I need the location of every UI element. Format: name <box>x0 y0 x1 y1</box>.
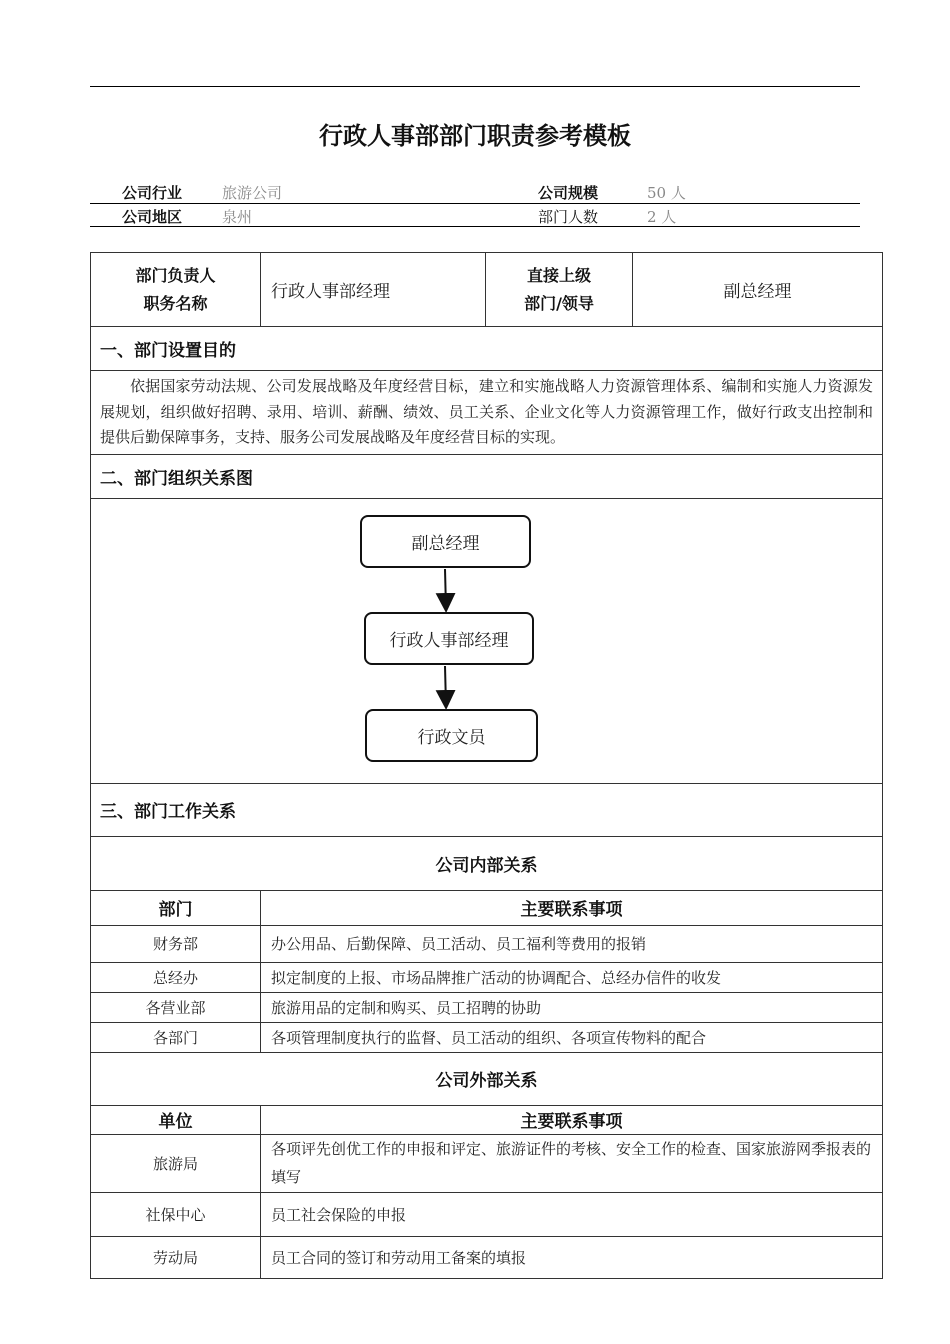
external-matters: 各项评先创优工作的申报和评定、旅游证件的考核、安全工作的检查、国家旅游网季报表的填写 <box>261 1134 883 1192</box>
internal-col-matters: 主要联系事项 <box>261 890 883 925</box>
table-row <box>91 1134 883 1192</box>
table-row <box>91 925 883 962</box>
region-value: 泉州 <box>222 208 253 226</box>
external-unit: 旅游局 <box>91 1134 261 1192</box>
external-col-matters: 主要联系事项 <box>261 1105 883 1134</box>
internal-matters: 办公用品、后勤保障、员工活动、员工福利等费用的报销 <box>261 925 883 962</box>
external-col-unit: 单位 <box>91 1105 261 1134</box>
region-label: 公司地区 <box>122 208 183 226</box>
section1-text: 依据国家劳动法规、公司发展战略及年度经营目标，建立和实施战略人力资源管理体系、编制和实施人力资源发展规划，组织做好招聘、录用、培训、薪酬、绩效、员工关系、企业文化等人力资源管理工作，做好行政支出控制和提供后勤保障事务，支持、服务公司发展战略及年度经营目标的实现。 <box>91 371 883 455</box>
section1-heading-row <box>91 327 883 371</box>
table-row <box>91 962 883 992</box>
headcount-value: 2 人 <box>647 208 677 226</box>
external-title: 公司外部关系 <box>91 1052 883 1105</box>
internal-title-row <box>91 836 883 890</box>
org-node-vice-gm: 副总经理 <box>360 515 531 568</box>
head-title-label: 部门负责人 职务名称 <box>91 253 261 327</box>
table-row <box>91 992 883 1022</box>
table-row <box>91 1192 883 1236</box>
page-title: 行政人事部部门职责参考模板 <box>319 122 631 150</box>
org-chart <box>91 499 882 783</box>
org-arrow-1 <box>445 569 446 609</box>
internal-dept: 总经办 <box>91 962 261 992</box>
external-unit: 劳动局 <box>91 1236 261 1278</box>
org-node-admin-hr-manager: 行政人事部经理 <box>364 612 534 665</box>
internal-matters: 旅游用品的定制和购买、员工招聘的协助 <box>261 992 883 1022</box>
internal-header-row <box>91 890 883 925</box>
org-node-admin-clerk: 行政文员 <box>365 709 538 762</box>
industry-value: 旅游公司 <box>222 184 283 202</box>
duties-table <box>90 252 883 1279</box>
org-chart-row <box>91 498 883 783</box>
section3-heading: 三、部门工作关系 <box>91 783 883 836</box>
section2-heading-row <box>91 454 883 498</box>
internal-dept: 财务部 <box>91 925 261 962</box>
external-matters: 员工社会保险的申报 <box>261 1192 883 1236</box>
internal-matters: 各项管理制度执行的监督、员工活动的组织、各项宣传物料的配合 <box>261 1022 883 1052</box>
org-arrow-2 <box>445 666 446 706</box>
internal-title: 公司内部关系 <box>91 836 883 890</box>
external-header-row <box>91 1105 883 1134</box>
internal-matters: 拟定制度的上报、市场品牌推广活动的协调配合、总经办信件的收发 <box>261 962 883 992</box>
table-row <box>91 1236 883 1278</box>
superior-value: 副总经理 <box>633 253 883 327</box>
section1-body-row <box>91 371 883 455</box>
superior-label: 直接上级 部门/领导 <box>486 253 633 327</box>
table-row <box>91 1022 883 1052</box>
head-title-value: 行政人事部经理 <box>261 253 486 327</box>
section2-heading: 二、部门组织关系图 <box>91 454 883 498</box>
external-unit: 社保中心 <box>91 1192 261 1236</box>
scale-label: 公司规模 <box>538 184 599 202</box>
header-row <box>91 253 883 327</box>
internal-dept: 各部门 <box>91 1022 261 1052</box>
info-row-2 <box>90 203 860 227</box>
internal-dept: 各营业部 <box>91 992 261 1022</box>
section3-heading-row <box>91 783 883 836</box>
info-row-1 <box>90 179 860 203</box>
headcount-label: 部门人数 <box>538 208 599 226</box>
external-matters: 员工合同的签订和劳动用工备案的填报 <box>261 1236 883 1278</box>
section1-heading: 一、部门设置目的 <box>91 327 883 371</box>
top-rule <box>90 86 860 87</box>
internal-col-dept: 部门 <box>91 890 261 925</box>
external-title-row <box>91 1052 883 1105</box>
info-bottom-rule <box>90 226 860 227</box>
scale-value: 50 人 <box>647 184 686 202</box>
industry-label: 公司行业 <box>122 184 183 202</box>
